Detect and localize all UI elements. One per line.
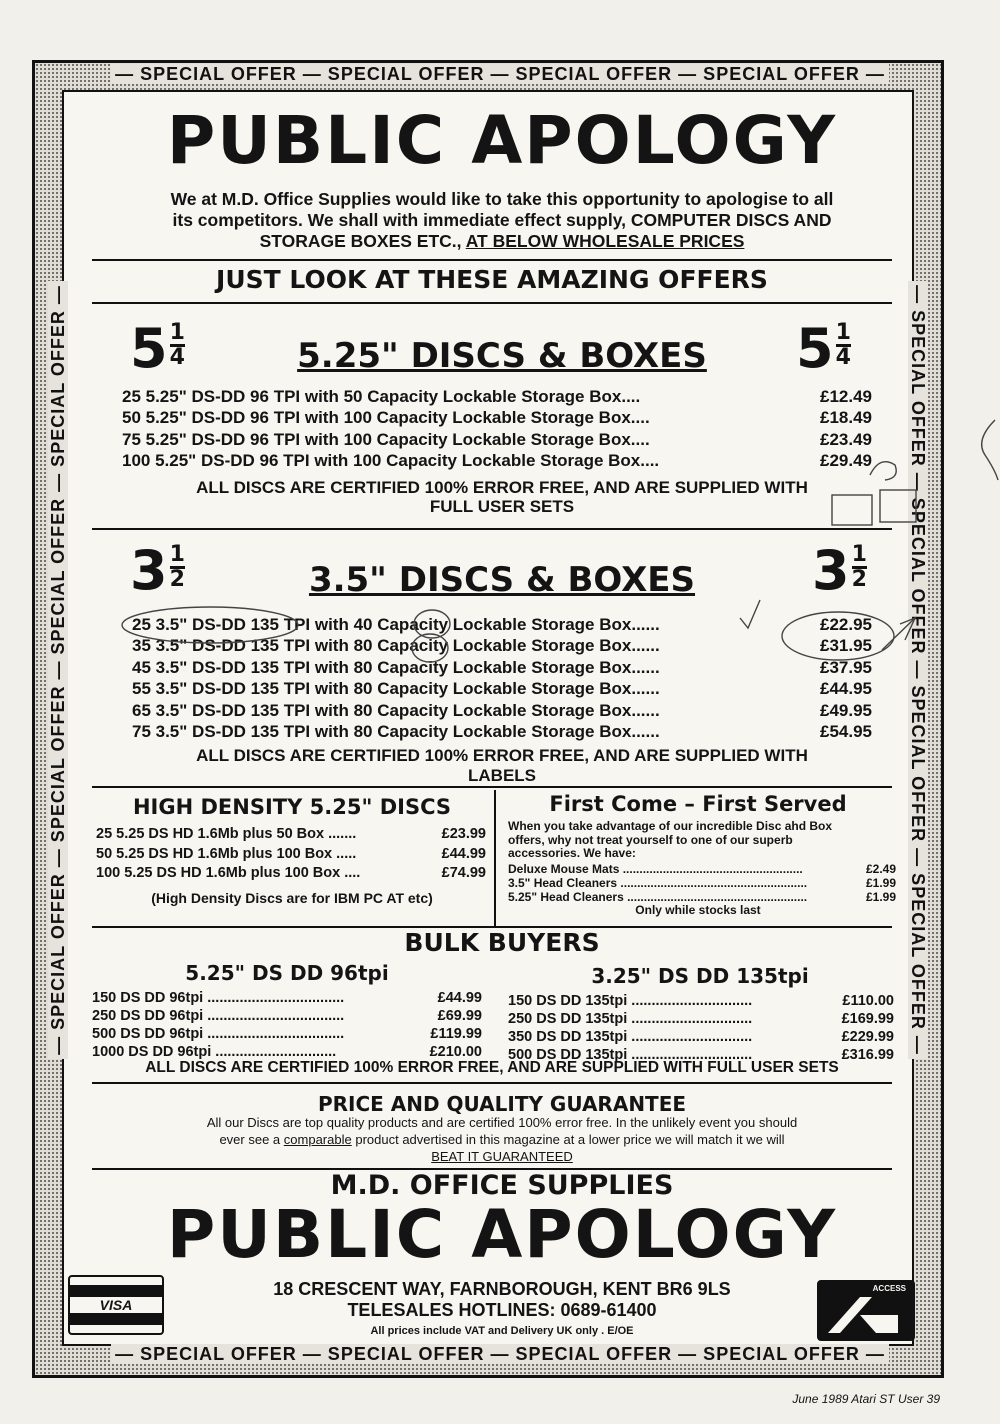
bulk-buyers-title: BULK BUYERS [404, 928, 600, 957]
bulk-row-price: £229.99 [841, 1029, 894, 1045]
product-row-text: 75 5.25" DS-DD 96 TPI with 100 Capacity Lockable Storage Box.... [122, 429, 650, 449]
pencil-mark [870, 462, 896, 480]
fraction-badge-left: 3 $\frac{1}{2}$ [130, 539, 185, 602]
bulk-right-title: 3.25" DS DD 135tpi [591, 964, 809, 988]
certified-note-35-line2: LABELS [468, 766, 536, 785]
bulk-row-text: 150 DS DD 135tpi .............................. [508, 993, 753, 1009]
product-row-text: 75 3.5" DS-DD 135 TPI with 80 Capacity Lockable Storage Box...... [132, 722, 660, 741]
pencil-sketch [880, 490, 916, 522]
accessory-row-text: 5.25" Head Cleaners ...................................................... [508, 890, 808, 904]
product-row-price: £44.95 [820, 679, 872, 699]
pencil-sketch [832, 495, 872, 525]
accessory-row-text: 3.5" Head Cleaners ........................................................ [508, 876, 808, 890]
accessory-row-price: £2.49 [865, 862, 896, 876]
intro-line-1: We at M.D. Office Supplies would like to take this opportunity to apologise to all [170, 189, 834, 209]
headline-title: PUBLIC APOLOGY [166, 102, 838, 179]
pencil-arrow [882, 618, 915, 650]
bulk-row-text: 1000 DS DD 96tpi .............................. [92, 1044, 337, 1060]
bulk-row-text: 500 DS DD 96tpi .................................. [92, 1026, 345, 1042]
pencil-tick [740, 600, 760, 628]
bulk-row-price: £69.99 [437, 1008, 482, 1024]
special-offer-band-right: — SPECIAL OFFER — SPECIAL OFFER — SPECIAL OFFER — SPECIAL OFFER — [907, 250, 928, 1090]
telesales-hotline: TELESALES HOTLINES: 0689-61400 [347, 1300, 657, 1320]
company-name: M.D. OFFICE SUPPLIES [330, 1170, 674, 1201]
bulk-row-text: 250 DS DD 135tpi .............................. [508, 1011, 753, 1027]
hd-row-text: 100 5.25 DS HD 1.6Mb plus 100 Box .... [96, 865, 361, 881]
product-row-price: £12.49 [820, 387, 872, 406]
accessory-row-price: £1.99 [865, 890, 896, 904]
bulk-row-text: 500 DS DD 135tpi .............................. [508, 1047, 753, 1063]
visa-logo: VISA [68, 1275, 164, 1335]
bulk-row-text: 350 DS DD 135tpi .............................. [508, 1029, 753, 1045]
guarantee-line-2: ever see a comparable product advertised in this magazine at a lower price we will match it we will [219, 1132, 785, 1147]
product-row-text: 35 3.5" DS-DD 135 TPI with 80 Capacity Lockable Storage Box...... [132, 636, 660, 656]
page-footer: June 1989 Atari ST User 39 [792, 1392, 940, 1406]
bulk-row-price: £110.00 [842, 993, 894, 1009]
product-row-price: £31.95 [820, 636, 872, 656]
hd-row-price: £23.99 [441, 826, 486, 842]
product-row-text: 100 5.25" DS-DD 96 TPI with 100 Capacity Lockable Storage Box.... [122, 451, 660, 471]
accessory-row-text: Deluxe Mouse Mats ...................................................... [508, 862, 803, 876]
first-come-title: First Come – First Served [549, 792, 847, 816]
guarantee-line-1: All our Discs are top quality products and are certified 100% error free. In the unlikely event you should [206, 1115, 798, 1130]
product-row-text: 45 3.5" DS-DD 135 TPI with 80 Capacity Lockable Storage Box...... [132, 657, 660, 677]
hd-row-price: £74.99 [441, 865, 486, 881]
product-row-text: 65 3.5" DS-DD 135 TPI with 80 Capacity Lockable Storage Box...... [132, 700, 660, 720]
special-offer-band-bottom: — SPECIAL OFFER — SPECIAL OFFER — SPECIAL OFFER — SPECIAL OFFER — [60, 1344, 940, 1365]
high-density-note: (High Density Discs are for IBM PC AT etc) [151, 890, 433, 906]
hd-row-price: £44.99 [441, 845, 486, 862]
pencil-circle [122, 607, 298, 643]
product-row-text: 25 5.25" DS-DD 96 TPI with 50 Capacity Lockable Storage Box.... [122, 387, 641, 406]
bulk-left-title: 5.25" DS DD 96tpi [185, 961, 389, 985]
stocks-note: Only while stocks last [635, 903, 761, 917]
product-row-price: £37.95 [820, 657, 872, 677]
product-row-price: £29.49 [820, 451, 872, 471]
product-row-price: £54.95 [820, 722, 872, 741]
product-row-price: £18.49 [820, 408, 872, 428]
bulk-certified-note: ALL DISCS ARE CERTIFIED 100% ERROR FREE, AND ARE SUPPLIED WITH FULL USER SETS [145, 1059, 839, 1076]
fraction-badge-right: 3 $\frac{1}{2}$ [812, 539, 867, 602]
guarantee-line-3: BEAT IT GUARANTEED [431, 1149, 573, 1164]
bulk-row-price: £316.99 [841, 1047, 894, 1063]
section-title-525: 5.25" DISCS & BOXES [297, 336, 707, 376]
fraction-badge-left: 5 $\frac{1}{4}$ [130, 317, 185, 380]
footer-title: PUBLIC APOLOGY [166, 1196, 838, 1273]
first-come-intro: When you take advantage of our incredible Disc ahd Box offers, why not treat yourself to one of our superb accessories. We have: [508, 819, 833, 860]
offers-heading: JUST LOOK AT THESE AMAZING OFFERS [216, 265, 768, 294]
certified-note-35: ALL DISCS ARE CERTIFIED 100% ERROR FREE, AND ARE SUPPLIED WITH [196, 746, 808, 765]
section-title-35: 3.5" DISCS & BOXES [308, 560, 696, 600]
special-offer-band-left: — SPECIAL OFFER — SPECIAL OFFER — SPECIAL OFFER — SPECIAL OFFER — [48, 240, 69, 1100]
bulk-row-price: £169.99 [841, 1011, 894, 1027]
special-offer-band-top: — SPECIAL OFFER — SPECIAL OFFER — SPECIAL OFFER — SPECIAL OFFER — [60, 64, 940, 85]
bulk-row-text: 150 DS DD 96tpi .................................. [92, 990, 345, 1006]
bulk-row-price: £210.00 [429, 1044, 482, 1060]
product-row-price: £23.49 [820, 429, 872, 449]
bulk-row-price: £119.99 [430, 1026, 482, 1042]
product-row-text: 25 3.5" DS-DD 135 TPI with 40 Capacity Lockable Storage Box...... [132, 615, 660, 634]
hd-row-text: 25 5.25 DS HD 1.6Mb plus 50 Box ....... [96, 826, 357, 842]
pencil-mark [982, 420, 998, 480]
product-row-text: 50 5.25" DS-DD 96 TPI with 100 Capacity Lockable Storage Box.... [122, 408, 650, 428]
product-row-text: 55 3.5" DS-DD 135 TPI with 80 Capacity Lockable Storage Box...... [132, 679, 660, 699]
intro-line-3: STORAGE BOXES ETC., AT BELOW WHOLESALE PRICES [259, 231, 745, 251]
address: 18 CRESCENT WAY, FARNBOROUGH, KENT BR6 9LS [273, 1279, 731, 1299]
certified-note-525-line2: FULL USER SETS [429, 497, 575, 516]
certified-note-525: ALL DISCS ARE CERTIFIED 100% ERROR FREE, AND ARE SUPPLIED WITH [196, 478, 808, 497]
pencil-circle [782, 612, 894, 660]
bulk-row-price: £44.99 [437, 990, 482, 1006]
bulk-row-text: 250 DS DD 96tpi .................................. [92, 1008, 345, 1024]
hd-row-text: 50 5.25 DS HD 1.6Mb plus 100 Box ..... [96, 845, 357, 862]
fraction-badge-right: 5 $\frac{1}{4}$ [796, 317, 851, 380]
guarantee-title: PRICE AND QUALITY GUARANTEE [317, 1092, 687, 1116]
high-density-title: HIGH DENSITY 5.25" DISCS [132, 795, 451, 819]
small-print: All prices include VAT and Delivery UK only . E/OE [370, 1325, 634, 1337]
product-row-price: £22.95 [820, 615, 872, 634]
intro-line-2: its competitors. We shall with immediate effect supply, COMPUTER DISCS AND [172, 210, 832, 230]
access-logo: ACCESS [817, 1280, 915, 1341]
accessory-row-price: £1.99 [865, 876, 896, 890]
product-row-price: £49.95 [820, 700, 872, 720]
